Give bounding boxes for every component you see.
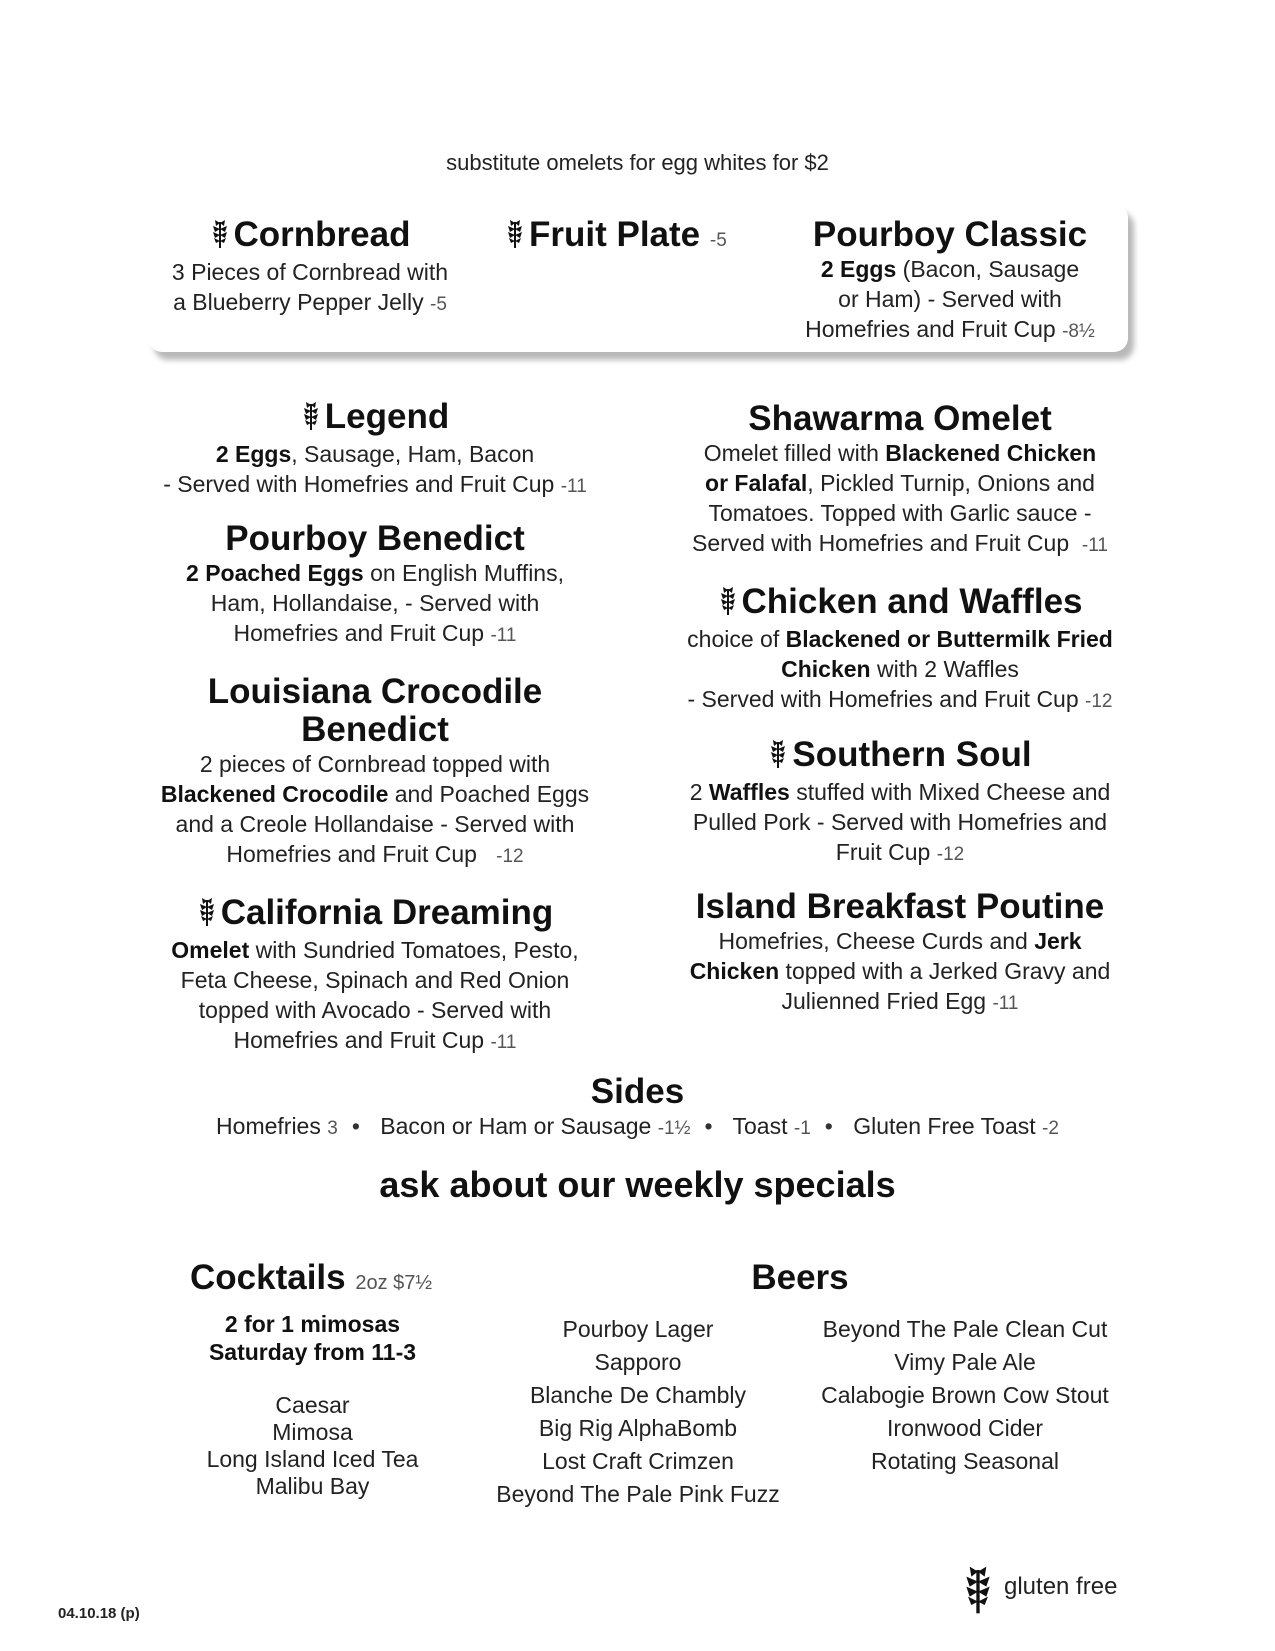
item-title: Cornbread xyxy=(233,215,411,254)
item-desc: - Served with Homefries and Fruit Cup xyxy=(163,471,555,497)
item-price: -12 xyxy=(496,846,524,867)
item-desc: Fruit Cup xyxy=(835,839,931,865)
item-title: Southern Soul xyxy=(792,735,1032,774)
item-desc: Homefries, Cheese Curds and xyxy=(718,928,1035,954)
list-item: Caesar xyxy=(275,1392,350,1418)
item-desc-bold: Blackened Crocodile xyxy=(160,781,389,807)
item-desc-bold: Chicken xyxy=(689,958,780,984)
menu-item-chicken-and-waffles xyxy=(665,583,1135,717)
item-desc: choice of xyxy=(687,626,786,652)
item-desc: Ham, Hollandaise, - Served with xyxy=(210,590,540,616)
item-desc: , Sausage, Ham, Bacon xyxy=(291,441,535,467)
item-desc: Omelet filled with xyxy=(703,440,886,466)
mimosa-promo: 2 for 1 mimosas Saturday from 11-3 xyxy=(208,1311,417,1365)
menu-item-pourboy-benedict xyxy=(150,520,600,651)
item-desc: with Sundried Tomatoes, Pesto, xyxy=(249,937,579,963)
item-desc-bold: 2 Eggs xyxy=(215,441,292,467)
item-desc: a Blueberry Pepper Jelly xyxy=(173,289,424,315)
item-price: -11 xyxy=(1081,535,1108,556)
cocktail-list xyxy=(170,1392,455,1500)
weekly-specials-banner: ask about our weekly specials xyxy=(379,1164,896,1205)
sides-heading: Sides xyxy=(590,1072,685,1111)
gluten-free-legend: gluten free xyxy=(1004,1573,1118,1600)
list-item: Big Rig AlphaBomb xyxy=(538,1415,738,1441)
item-desc-bold: Jerk xyxy=(1034,928,1082,954)
menu-item-island-breakfast-poutine xyxy=(665,888,1135,1019)
list-item: Mimosa xyxy=(272,1419,353,1445)
item-price: -11 xyxy=(490,1032,517,1053)
item-desc-bold: Blackened Chicken xyxy=(885,440,1097,466)
item-desc: and Poached Eggs xyxy=(388,781,590,807)
item-desc-bold: 2 Poached Eggs xyxy=(186,560,364,586)
item-desc: or Ham) - Served with xyxy=(838,286,1062,312)
beer-list-left xyxy=(478,1313,798,1511)
item-desc: Homefries and Fruit Cup xyxy=(805,316,1056,342)
list-item: Vimy Pale Ale xyxy=(894,1349,1036,1375)
wheat-icon xyxy=(960,1565,996,1620)
item-desc: Tomatoes. Topped with Garlic sauce - xyxy=(708,500,1092,526)
item-desc: Homefries and Fruit Cup xyxy=(233,1027,485,1053)
menu-item-legend xyxy=(150,398,600,502)
list-item: Ironwood Cider xyxy=(887,1415,1043,1441)
menu-item-southern-soul xyxy=(665,736,1135,870)
item-title: Pourboy Benedict xyxy=(225,519,525,558)
item-price: -12 xyxy=(1085,691,1113,712)
menu-item-louisiana-crocodile-benedict xyxy=(150,673,600,872)
item-desc: 2 xyxy=(689,779,709,805)
list-item: Blanche De Chambly xyxy=(529,1382,747,1408)
gluten-free-icon xyxy=(301,401,321,439)
item-title: Legend xyxy=(324,397,450,436)
cocktails-heading: Cocktails 2oz $7½ xyxy=(190,1258,433,1297)
list-item: Sapporo xyxy=(594,1349,682,1375)
item-desc-bold: 2 Eggs xyxy=(820,256,897,282)
gluten-free-icon xyxy=(768,739,788,777)
item-desc: (Bacon, Sausage xyxy=(896,256,1080,282)
item-desc: , Pickled Turnip, Onions and xyxy=(807,470,1095,496)
side-item: Toast -1 xyxy=(732,1113,811,1139)
item-desc: topped with Avocado - Served with xyxy=(198,997,552,1023)
item-title: Island Breakfast Poutine xyxy=(695,887,1105,926)
item-price: -12 xyxy=(936,844,965,865)
gluten-free-icon xyxy=(197,897,217,935)
item-desc: Feta Cheese, Spinach and Red Onion xyxy=(180,967,570,993)
side-item: Gluten Free Toast -2 xyxy=(853,1113,1059,1139)
list-item: Beyond The Pale Pink Fuzz xyxy=(496,1481,780,1507)
item-desc-bold: or Falafal xyxy=(705,470,808,496)
item-price: -11 xyxy=(560,476,587,497)
item-title: Benedict xyxy=(301,710,449,749)
item-price: -11 xyxy=(992,993,1019,1014)
list-item: Beyond The Pale Clean Cut xyxy=(822,1316,1108,1342)
item-desc: Julienned Fried Egg xyxy=(781,988,987,1014)
list-item: Calabogie Brown Cow Stout xyxy=(821,1382,1109,1408)
item-title: Shawarma Omelet xyxy=(748,399,1052,438)
beers-heading: Beers xyxy=(751,1258,849,1297)
beer-list-right xyxy=(800,1313,1130,1478)
gluten-free-icon xyxy=(210,219,230,257)
gluten-free-icon xyxy=(718,586,738,624)
item-desc: and a Creole Hollandaise - Served with xyxy=(175,811,575,837)
menu-date: 04.10.18 (p) xyxy=(58,1605,140,1622)
menu-item-shawarma-omelet xyxy=(665,400,1135,561)
list-item: Rotating Seasonal xyxy=(871,1448,1059,1474)
gluten-free-icon xyxy=(505,219,525,257)
item-desc-bold: Waffles xyxy=(708,779,790,805)
item-price: -8½ xyxy=(1062,321,1095,342)
item-title: Fruit Plate xyxy=(529,215,701,254)
menu-item-fruit-plate xyxy=(505,216,765,260)
item-desc: topped with a Jerked Gravy and xyxy=(779,958,1111,984)
item-desc: Homefries and Fruit Cup xyxy=(226,841,477,867)
item-desc-bold: Chicken xyxy=(781,656,871,682)
egg-white-note: substitute omelets for egg whites for $2 xyxy=(446,150,829,175)
menu-item-pourboy-classic xyxy=(790,216,1110,347)
menu-item-cornbread xyxy=(150,216,470,320)
item-desc-bold: Blackened or Buttermilk Fried xyxy=(785,626,1113,652)
item-desc: with 2 Waffles xyxy=(870,656,1019,682)
item-desc: 3 Pieces of Cornbread with xyxy=(171,259,449,285)
cocktail-price: 2oz $7½ xyxy=(355,1272,433,1294)
menu-item-california-dreaming xyxy=(150,894,600,1058)
item-desc: - Served with Homefries and Fruit Cup xyxy=(687,686,1079,712)
list-item: Lost Craft Crimzen xyxy=(542,1448,734,1474)
item-desc: Served with Homefries and Fruit Cup xyxy=(692,530,1070,556)
side-item: Homefries 3 xyxy=(216,1113,338,1139)
item-title: Pourboy Classic xyxy=(812,215,1088,254)
item-desc: 2 pieces of Cornbread topped with xyxy=(199,751,551,777)
item-desc: Homefries and Fruit Cup xyxy=(233,620,485,646)
list-item: Long Island Iced Tea xyxy=(206,1446,419,1472)
sides-list: Homefries 3 • Bacon or Ham or Sausage -1½ • Toast -1 • Gluten Free Toast -2 xyxy=(216,1113,1059,1139)
item-title: California Dreaming xyxy=(220,893,554,932)
item-desc: Pulled Pork - Served with Homefries and xyxy=(692,809,1108,835)
item-desc-bold: Omelet xyxy=(171,937,250,963)
item-price: -5 xyxy=(709,230,727,251)
side-item: Bacon or Ham or Sausage -1½ xyxy=(380,1113,691,1139)
item-price: -5 xyxy=(430,294,447,315)
item-title: Chicken and Waffles xyxy=(741,582,1083,621)
item-desc: on English Muffins, xyxy=(363,560,564,586)
list-item: Malibu Bay xyxy=(255,1473,370,1499)
item-price: -11 xyxy=(490,625,517,646)
item-desc: stuffed with Mixed Cheese and xyxy=(789,779,1111,805)
item-title: Louisiana Crocodile xyxy=(207,672,543,711)
list-item: Pourboy Lager xyxy=(562,1316,714,1342)
